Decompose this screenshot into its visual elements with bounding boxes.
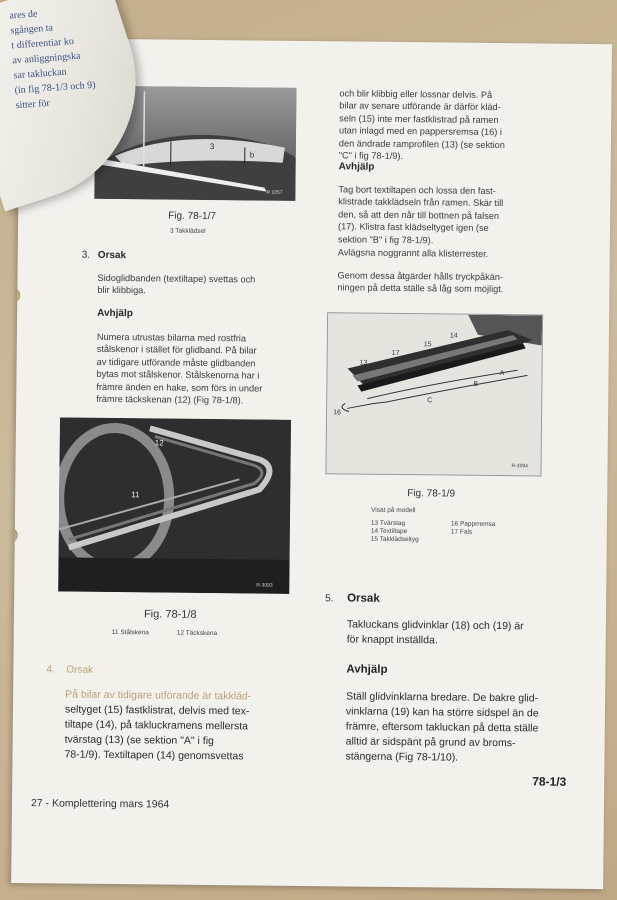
- section-4-title: Orsak: [66, 664, 94, 676]
- section-3-title: Orsak: [97, 249, 127, 262]
- fig1-mark: b: [249, 150, 255, 160]
- section-5-fix-title: Avhjälp: [346, 663, 388, 676]
- fig3-mark: 15: [423, 341, 432, 349]
- section-4-number: 4.: [46, 664, 55, 676]
- section-3-cause: Sidoglidbanden (textiltape) svettas och blir klibbiga.: [97, 272, 256, 296]
- fig3-mark: B: [473, 380, 479, 388]
- fig1-code: R 1057: [266, 189, 283, 196]
- section-3-fix-title: Avhjälp: [97, 307, 133, 320]
- figure-78-1-8-photo: [58, 417, 291, 593]
- right-intro: och blir klibbig eller lossnar delvis. På bilar av senare utförande är därför kläd- seln (15) inte mer fastklistrad på ramen utan inlagd med en pappersremsa (16) i den ändrade ramprofilen (13) (se sektion "C" i fig 78-1/9).: [338, 88, 505, 162]
- fig2-mark: 11: [131, 490, 140, 500]
- fig2-label: Fig. 78-1/8: [143, 608, 197, 621]
- figure-78-1-9-photo: [325, 312, 543, 476]
- fig1-mark: 3: [209, 141, 215, 152]
- section-3-fix: Numera utrustas bilarna med rostfria stålskenor i stället för glidband. På bilar av tidigare utförande måste glidbanden bytas mot stålskenor. Stålskenorna har i främre änden en hake, som förs in under främre täckskenan (12) (Fig 78-1/8).: [96, 331, 263, 406]
- fig2-mark: 12: [154, 438, 164, 448]
- section-5-cause: Takluckans glidvinklar (18) och (19) är för knappt inställda.: [346, 618, 524, 647]
- fig3-mark: 14: [449, 332, 458, 340]
- fig1-legend: 3 Takklädsel: [169, 227, 206, 235]
- rail-illustration: [58, 417, 291, 593]
- fig3-mark: 17: [391, 349, 400, 357]
- fig3-label: Fig. 78-1/9: [407, 488, 456, 500]
- fig3-mark: 13: [359, 359, 368, 367]
- right-fix-3: Genom dessa åtgärder hålls tryckpåkän- ningen på detta ställe så låg som möjligt.: [337, 270, 504, 295]
- fig2-legend-b: 12 Täckskena: [176, 629, 218, 638]
- fig3-mark: A: [499, 370, 505, 378]
- section-3-number: 3.: [81, 249, 91, 261]
- section-5-fix: Ställ glidvinklarna bredare. De bakre glid- vinklarna (19) kan ha större sidspel än de främre, eftersom takluckan på detta ställe alltid är sidspänt på grund av broms- stängerna (Fig 78-1/10).: [345, 690, 539, 764]
- right-fix-title: Avhjälp: [338, 161, 375, 173]
- previous-page-text: ares de sgången ta t differentiar ko av anliggningska sar takluckan (in fig 78-1/3 och 9) sitter för: [9, 8, 96, 112]
- frame-profile-illustration: [326, 313, 542, 475]
- fig3-legend: 13 Tvärstag 16 Papprremsa 14 Textiltape 17 Fals 15 Takklädseltyg: [370, 519, 496, 544]
- section-5-title: Orsak: [347, 592, 380, 605]
- page-number: 78-1/3: [532, 774, 567, 789]
- page-footer: 27 - Komplettering mars 1964: [30, 797, 170, 811]
- fig3-code: R-3094: [511, 463, 528, 470]
- section-4-body: På bilar av tidigare utförande är takkläd- seltyget (15) fastklistrat, delvis med tex- tiltape (14), på takluckramens mellersta tvärstag (13) (se sektion "A" i fig 78-1/9). Textiltapen (14) genomsvettas: [64, 688, 252, 763]
- fig2-code: R-3093: [256, 582, 273, 589]
- fig3-mark: C: [427, 397, 433, 405]
- fig1-label: Fig. 78-1/7: [168, 210, 217, 223]
- section-5-number: 5.: [325, 593, 334, 605]
- fig3-subtitle: Visat på modell: [371, 506, 416, 515]
- fig3-mark: 16: [333, 409, 341, 417]
- right-fix-2: Avlägsna noggrannt alla klisterrester.: [337, 247, 489, 259]
- right-fix: Tag bort textiltapen och lossa den fast- klistrade takklädseln från ramen. Skär till den, så att den når till bottnen på falsen (17). Klistra fast klädseltyget igen (se sektion "B" i fig 78-1/9).: [337, 184, 504, 245]
- fig2-legend-a: 11 Stålskena: [111, 628, 149, 637]
